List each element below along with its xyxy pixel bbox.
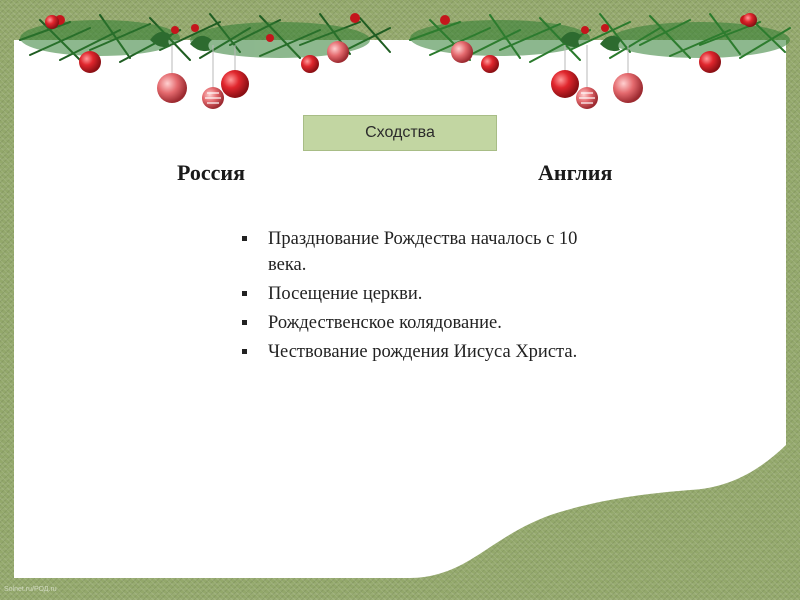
- bullet-square-icon: [242, 236, 247, 241]
- list-item-text: Празднование Рождества началось с 10 века.: [268, 229, 578, 275]
- list-item: [240, 339, 580, 365]
- watermark: Solnet.ru/РОД.ru: [4, 586, 57, 593]
- list-item-text: Рождественское колядование.: [268, 313, 502, 333]
- column-heading-russia: Россия: [177, 160, 245, 185]
- bullet-square-icon: [242, 349, 247, 354]
- list-item: [240, 310, 580, 336]
- bullet-square-icon: [242, 291, 247, 296]
- christmas-garland-decoration: [0, 0, 800, 120]
- list-item-text: Чествование рождения Иисуса Христа.: [268, 342, 578, 362]
- column-heading-england: Англия: [538, 160, 613, 185]
- similarities-title-box: Сходства: [303, 115, 497, 151]
- list-item: [240, 281, 580, 307]
- list-item: [240, 226, 580, 278]
- list-item-text: Посещение церкви.: [268, 284, 423, 304]
- similarities-bullet-list: [240, 226, 580, 368]
- bullet-square-icon: [242, 320, 247, 325]
